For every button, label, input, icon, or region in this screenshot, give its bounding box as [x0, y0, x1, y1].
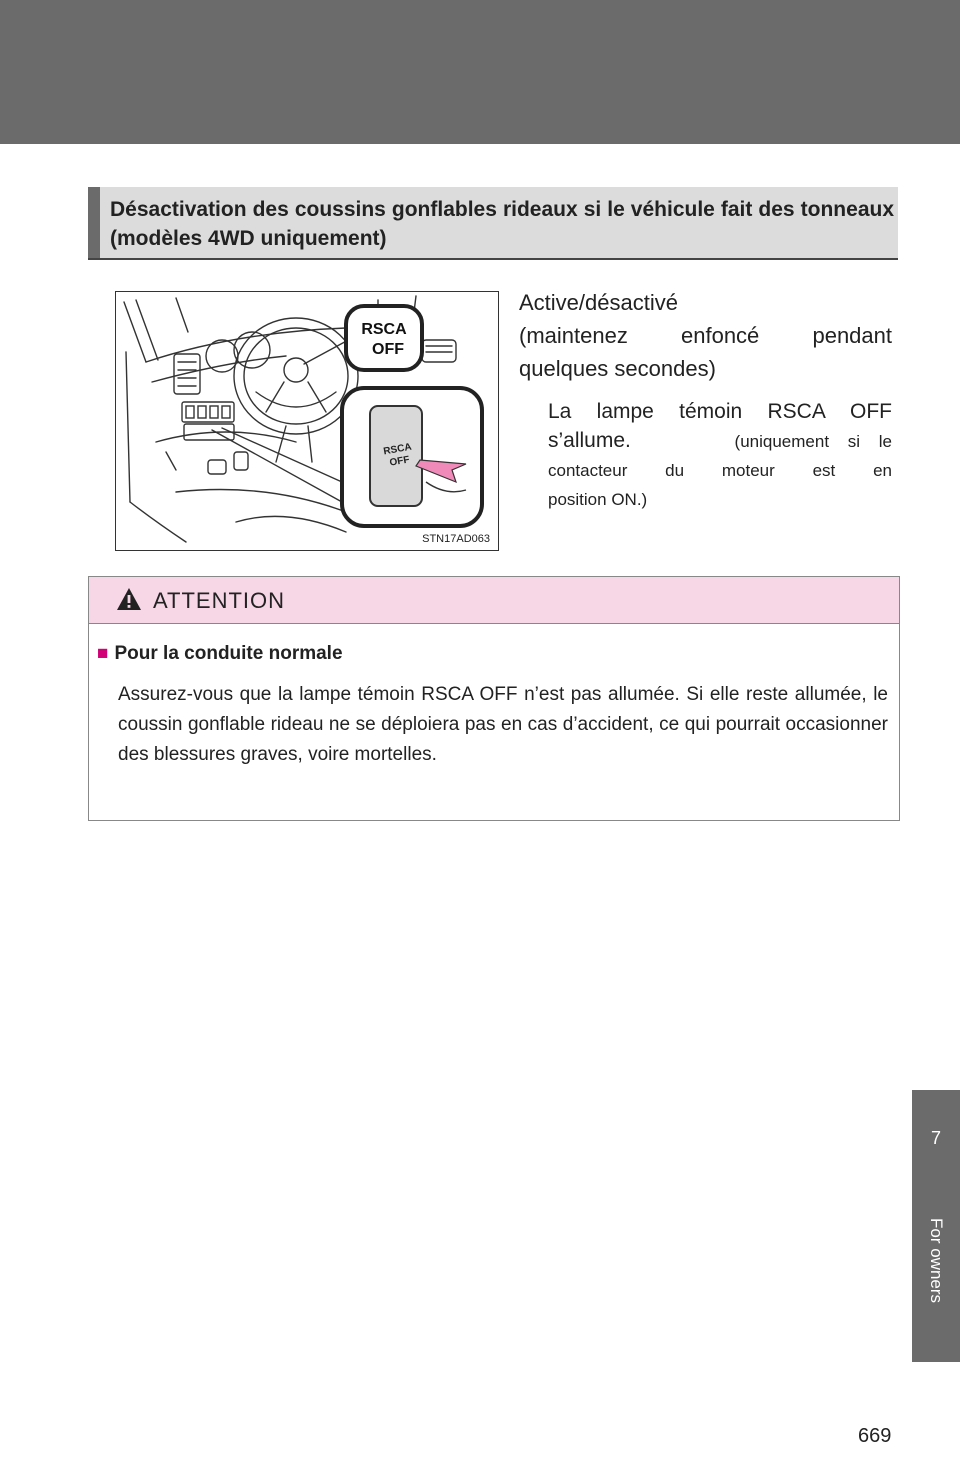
dashboard-drawing: [116, 292, 500, 552]
page-number: 669: [858, 1425, 892, 1447]
section-heading: [88, 187, 898, 260]
instructions: [519, 286, 892, 514]
indicator-note: [548, 397, 892, 514]
top-header-band: [0, 0, 960, 144]
caution-box: [88, 576, 900, 821]
heading-accent-bar: [88, 187, 100, 258]
caution-subheading: [97, 643, 343, 665]
chapter-number: 7: [930, 1128, 941, 1148]
instruction-line3: quelques secondes): [519, 356, 716, 381]
section-heading-text: Désactivation des coussins gonflables rideaux si le véhicule fait des tonneaux (modèles 4WD uniquement): [110, 198, 894, 250]
indicator-note-line1: La lampe témoin RSCA OFF: [548, 400, 892, 423]
warning-triangle-icon: [116, 587, 142, 611]
caution-header: [89, 577, 899, 624]
indicator-note-line2-main: s’allume.: [548, 429, 631, 452]
callout-label-line2: OFF: [372, 341, 404, 358]
button-label-line1: RSCA: [382, 441, 413, 458]
button-label-line2: OFF: [388, 454, 411, 469]
chapter-label: For owners: [927, 1218, 946, 1304]
dashboard-illustration: [115, 291, 499, 551]
indicator-note-line2: [548, 426, 892, 456]
indicator-note-line4: position ON.): [548, 490, 648, 509]
instruction-line1: Active/désactivé: [519, 290, 678, 315]
callout-label-line1: RSCA: [361, 321, 407, 338]
caution-body: Assurez-vous que la lampe témoin RSCA OFF n’est pas allumée. Si elle reste allumée, le coussin gonflable rideau ne se déploiera pas en cas d’accident, ce qui pourrait occasionner des blessures graves, voire mortelles.: [118, 684, 888, 765]
square-bullet-icon: ■: [97, 643, 109, 664]
caution-subheading-text: Pour la conduite normale: [114, 643, 343, 664]
figure-code: STN17AD063: [422, 533, 490, 545]
indicator-note-line3: contacteur du moteur est en: [548, 461, 892, 480]
instruction-line2: (maintenez enfoncé pendant: [519, 323, 892, 348]
indicator-note-line2-small: (uniquement si le: [734, 432, 892, 451]
caution-title: ATTENTION: [153, 588, 286, 613]
